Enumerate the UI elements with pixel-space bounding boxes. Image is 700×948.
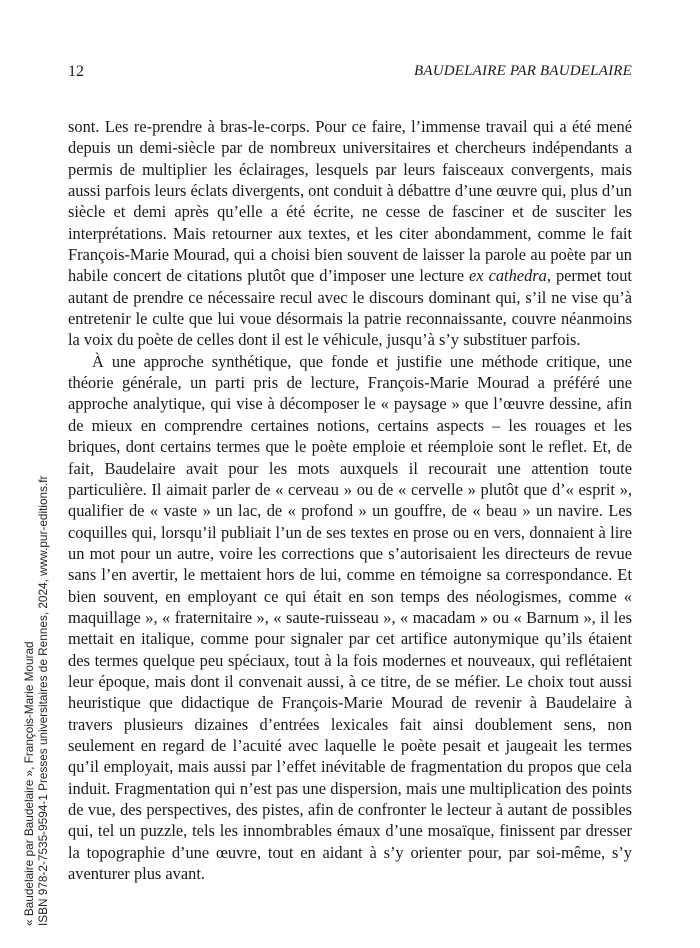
side-note-line-1: « Baudelaire par Baudelaire », François-Marie Mourad xyxy=(22,641,36,926)
page-header xyxy=(68,63,632,85)
side-note-line-2: ISBN 978-2-7535-9594-1 Presses universitaires de Rennes, 2024, www.pur-editions.fr xyxy=(36,475,50,926)
running-title: BAUDELAIRE PAR BAUDELAIRE xyxy=(413,63,632,79)
paragraph-1-part-2: , permet tout autant de prendre ce nécessaire recul avec le discours dominant qui, s’il ne vise qu’à entretenir le culte que lui voue désormais la patrie reconnaissante, couvre néanmoins la voix du poète de celles dont il est le véhicule, jusqu’à s’y substituer parfois. xyxy=(68,266,632,350)
paragraph-1-part-1: sont. Les re-prendre à bras-le-corps. Pour ce faire, l’immense travail qui a été mené depuis un demi-siècle par de nombreux universitaires et chercheurs indépendants a permis de multiplier les éclairages, lesquels par leurs faisceaux convergents, mais aussi parfois leurs éclats divergents, ont conduit à débattre d’une œuvre qui, plus d’un siècle et demi après qu’elle a été écrite, ne cesse de fasciner et de susciter les interprétations. Mais retourner aux textes, et les citer abondamment, comme le fait François-Marie Mourad, qui a choisi bien souvent de laisser la parole au poète par un habile concert de citations plutôt que d’imposer une lecture xyxy=(68,117,632,286)
paragraph-2: À une approche synthétique, que fonde et justifie une méthode critique, une théorie générale, un parti pris de lecture, François-Marie Mourad a préféré une approche analytique, qui vise à décomposer le « paysage » que l’œuvre dessine, afin de mieux en comprendre certaines notions, certains aspects – les rouages et les briques, dont certains termes que le poète emploie et réemploie sont le reflet. Et, de fait, Baudelaire avait pour les mots auxquels il recourait une attention toute particulière. Il aimait parler de « cerveau » ou de « cervelle » plutôt que d’« esprit », qualifier de « vaste » un lac, de « profond » un gouffre, de « beau » un navire. Les coquilles qui, lorsqu’il publiait l’un de ses textes en prose ou en vers, donnaient à lire un mot pour un autre, voire les corrections que s’autorisaient les directeurs de revue sans l’en avertir, le mettaient hors de lui, comme en témoigne sa correspondance. Et bien souvent, en employant ce qui était en son temps des néologismes, comme « maquillage », « fraternitaire », « saute-ruisseau », « macadam » ou « Barnum », il les mettait en italique, comme pour signaler par cet artifice autonymique qu’ils étaient des termes quelque peu spéciaux, tout à la fois modernes et nouveaux, qui reflétaient leur époque, mais dont il convenait aussi, à ce titre, de se méfier. Le choix tout aussi heuristique que didactique de François-Marie Mourad de revenir à Baudelaire à travers plusieurs dizaines d’entrées lexicales fait ainsi doublement sens, non seulement en regard de l’acuité avec laquelle le poète pesait et jaugeait les termes qu’il employait, mais aussi par l’effet inévitable de fragmentation du propos que cela induit. Fragmentation qui n’est pas une dispersion, mais une multiplication des points de vue, des perspectives, des pistes, afin de confronter le lecteur à autant de possibles qui, tel un puzzle, tels les innombrables émaux d’une mosaïque, finissent par dresser la topographie d’une œuvre, tout en aidant à s’y orienter pour, par soi-même, s’y aventurer plus avant. xyxy=(68,351,632,884)
paragraph-1 xyxy=(68,116,632,351)
page-number: 12 xyxy=(68,63,84,80)
paragraph-1-italic: ex cathedra xyxy=(469,266,547,286)
copyright-side-note xyxy=(22,476,50,926)
body-text xyxy=(68,116,632,884)
